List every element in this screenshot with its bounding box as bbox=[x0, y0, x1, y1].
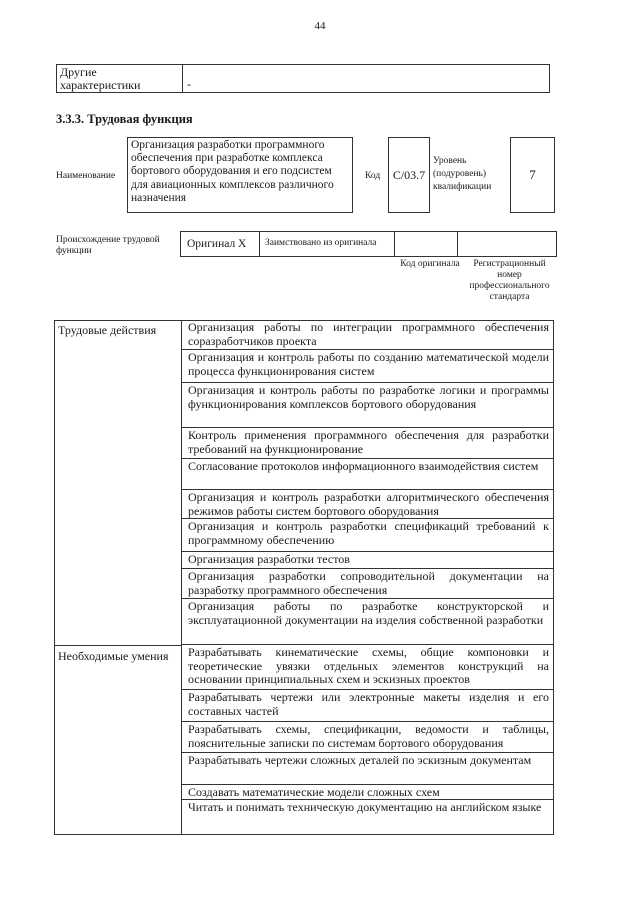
required-skills-label: Необходимые умения bbox=[58, 649, 169, 663]
level-value: 7 bbox=[510, 137, 555, 213]
origin-borrowed: Заимствовано из оригинала bbox=[260, 232, 395, 256]
skill-item: Разрабатывать чертежи сложных деталей по эскизным документам bbox=[182, 753, 554, 785]
labor-action-item: Контроль применения программного обеспечения для разработки требований на функционирование bbox=[182, 428, 554, 459]
other-characteristics-table bbox=[56, 64, 550, 93]
labor-action-item: Организация разработки тестов bbox=[182, 552, 554, 569]
page-number: 44 bbox=[314, 20, 326, 32]
reg-number-caption: Регистрационный номер профессионального стандарта bbox=[469, 259, 550, 302]
labor-action-item: Согласование протоколов информационного взаимодействия систем bbox=[182, 459, 554, 490]
other-characteristics-value: - bbox=[187, 77, 191, 91]
section-title: 3.3.3. Трудовая функция bbox=[56, 112, 193, 126]
code-label: Код bbox=[365, 171, 381, 181]
labor-action-item: Организация и контроль разработки алгоритмического обеспечения режимов работы систем бортового оборудования bbox=[182, 490, 554, 519]
labor-action-item: Организация и контроль работы по разработке логики и программы функционирования комплексов бортового оборудования bbox=[182, 383, 554, 428]
labor-action-item: Организация и контроль работы по созданию математической модели процесса функционирования систем bbox=[182, 350, 554, 383]
function-code: С/03.7 bbox=[388, 137, 430, 213]
skill-item: Разрабатывать схемы, спецификации, ведомости и таблицы, пояснительные записки по системам бортового оборудования bbox=[182, 722, 554, 753]
name-label: Наименование bbox=[56, 171, 116, 181]
labor-action-item: Организация работы по интеграции программного обеспечения соразработчиков проекта bbox=[182, 320, 554, 350]
labor-action-item: Организация разработки сопроводительной документации на разработку программного обеспечения bbox=[182, 569, 554, 599]
skill-item: Разрабатывать чертежи или электронные макеты изделия и его составных частей bbox=[182, 690, 554, 722]
code-original-caption: Код оригинала bbox=[400, 259, 460, 269]
section-divider bbox=[54, 645, 182, 646]
function-name: Организация разработки программного обеспечения при разработке комплекса бортового оборудования и его подсистем для авиационных комплексов различного назначения bbox=[127, 137, 353, 213]
skill-item: Разрабатывать кинематические схемы, общие компоновки и теоретические увязки отдельных элементов конструкций на основании принципиальных схем и эскизных проектов bbox=[182, 645, 554, 690]
origin-code-cell bbox=[395, 232, 458, 256]
skill-item: Читать и понимать техническую документацию на английском языке bbox=[188, 800, 542, 814]
labor-action-item: Организация и контроль разработки спецификаций требований к программному обеспечению bbox=[182, 519, 554, 552]
labor-action-item: Организация работы по разработке конструкторской и эксплуатационной документации на изделия собственной разработки bbox=[182, 599, 554, 645]
other-characteristics-label: Другие характеристики bbox=[57, 65, 183, 92]
origin-label: Происхождение трудовой функции bbox=[56, 235, 160, 256]
level-label: Уровень (подуровень) квалификации bbox=[433, 156, 492, 192]
skill-item: Создавать математические модели сложных схем bbox=[182, 785, 554, 800]
labor-actions-label: Трудовые действия bbox=[58, 323, 157, 337]
origin-row bbox=[180, 231, 557, 257]
origin-reg-cell bbox=[458, 232, 556, 256]
origin-original: Оригинал X bbox=[181, 232, 260, 256]
